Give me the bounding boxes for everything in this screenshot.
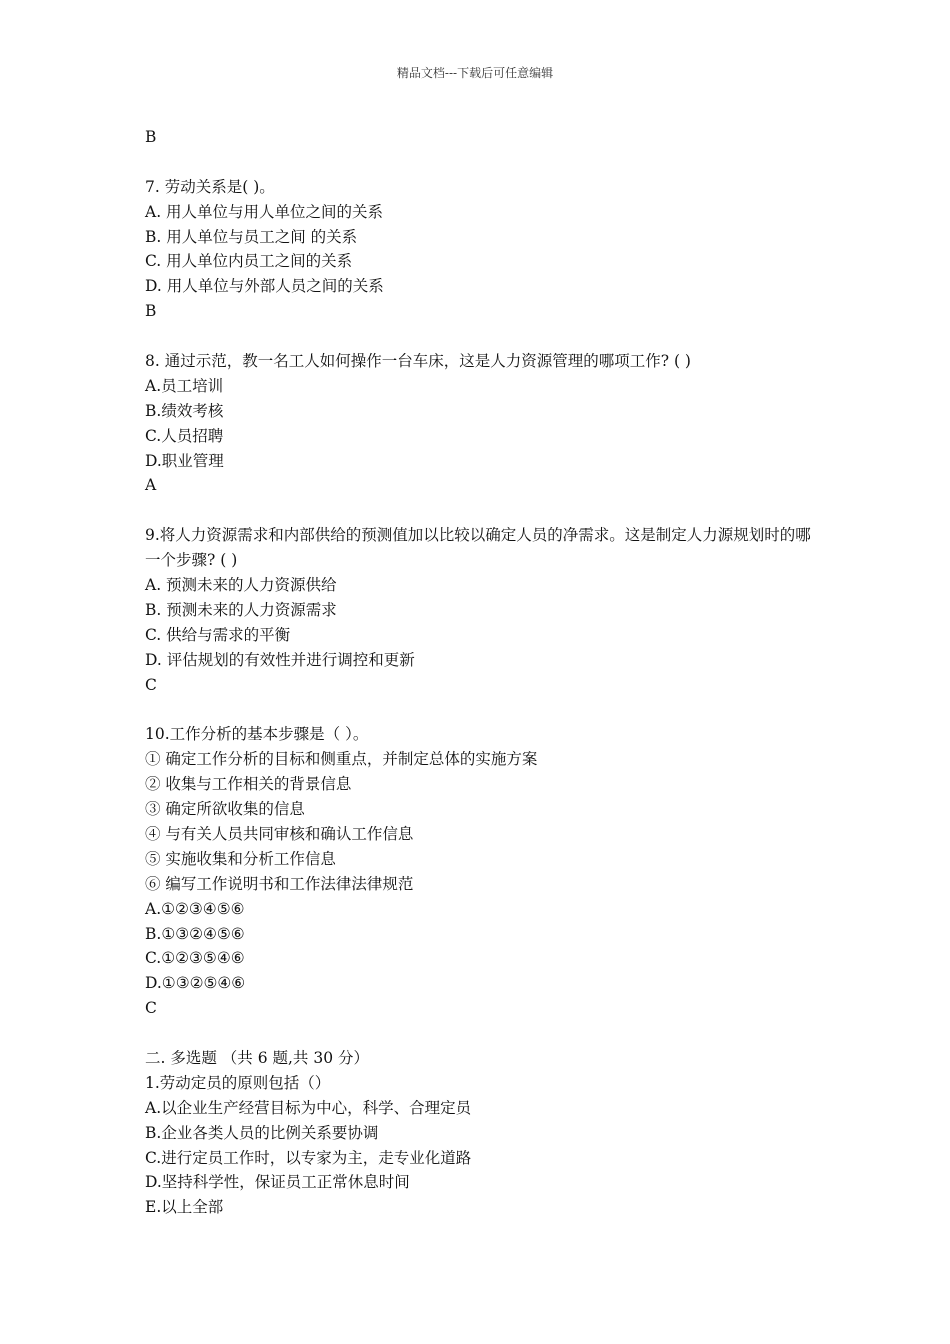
q10-option-a: A.①②③④⑤⑥ — [145, 899, 245, 918]
q8-stem: 8. 通过示范，教一名工人如何操作一台车床，这是人力资源管理的哪项工作? ( ) — [145, 352, 691, 371]
q7-option-b: B. 用人单位与员工之间 的关系 — [145, 227, 358, 246]
q10-option-c: C.①②③⑤④⑥ — [145, 949, 245, 968]
spacer — [145, 150, 815, 175]
q10-step-4: ④ 与有关人员共同审核和确认工作信息 — [145, 824, 414, 843]
q9-option-b: B. 预测未来的人力资源需求 — [145, 600, 337, 619]
s2-q1-option-e: E.以上全部 — [145, 1198, 224, 1217]
q8-option-d: D.职业管理 — [145, 451, 224, 470]
q10-step-1: ① 确定工作分析的目标和侧重点，并制定总体的实施方案 — [145, 750, 538, 769]
s2-q1-option-b: B.企业各类人员的比例关系要协调 — [145, 1123, 379, 1142]
q10-answer: C — [145, 999, 157, 1018]
spacer — [145, 698, 815, 723]
q10-step-5: ⑤ 实施收集和分析工作信息 — [145, 849, 336, 868]
q10-option-b: B.①③②④⑤⑥ — [145, 924, 245, 943]
page-header: 精品文档---下载后可任意编辑 — [396, 66, 554, 80]
q9-option-a: A. 预测未来的人力资源供给 — [145, 576, 337, 595]
spacer — [145, 324, 815, 349]
q7-option-d: D. 用人单位与外部人员之间的关系 — [145, 277, 384, 296]
q10-step-3: ③ 确定所欲收集的信息 — [145, 800, 305, 819]
previous-answer: B — [145, 128, 157, 146]
q8-option-a: A.员工培训 — [145, 376, 224, 395]
q9-stem: 9.将人力资源需求和内部供给的预测值加以比较以确定人员的净需求。这是制定人力源规划时的哪一个步骤? ( ) — [145, 526, 811, 570]
spacer — [145, 498, 815, 523]
q9-answer: C — [145, 675, 157, 694]
q8-option-b: B.绩效考核 — [145, 401, 224, 420]
section2-title: 二. 多选题 （共 6 题,共 30 分） — [145, 1048, 370, 1067]
s2-q1-option-c: C.进行定员工作时，以专家为主，走专业化道路 — [145, 1148, 472, 1167]
q10-step-6: ⑥ 编写工作说明书和工作法律法律规范 — [145, 874, 414, 893]
q10-step-2: ② 收集与工作相关的背景信息 — [145, 775, 352, 794]
s2-q1-option-a: A.以企业生产经营目标为中心，科学、合理定员 — [145, 1098, 472, 1117]
q8-answer: A — [145, 476, 157, 495]
q7-option-c: C. 用人单位内员工之间的关系 — [145, 252, 353, 271]
q8-option-c: C.人员招聘 — [145, 426, 224, 445]
q7-answer: B — [145, 302, 157, 321]
document-body — [145, 125, 815, 1220]
s2-q1-option-d: D.坚持科学性，保证员工正常休息时间 — [145, 1173, 410, 1192]
q9-option-c: C. 供给与需求的平衡 — [145, 625, 291, 644]
spacer — [145, 1021, 815, 1046]
q10-option-d: D.①③②⑤④⑥ — [145, 974, 246, 993]
s2-q1-stem: 1.劳动定员的原则包括（） — [145, 1073, 331, 1092]
q9-option-d: D. 评估规划的有效性并进行调控和更新 — [145, 650, 415, 669]
q7-stem: 7. 劳动关系是( )。 — [145, 177, 275, 196]
q7-option-a: A. 用人单位与用人单位之间的关系 — [145, 202, 384, 221]
q10-stem: 10.工作分析的基本步骤是（ ）。 — [145, 725, 369, 744]
